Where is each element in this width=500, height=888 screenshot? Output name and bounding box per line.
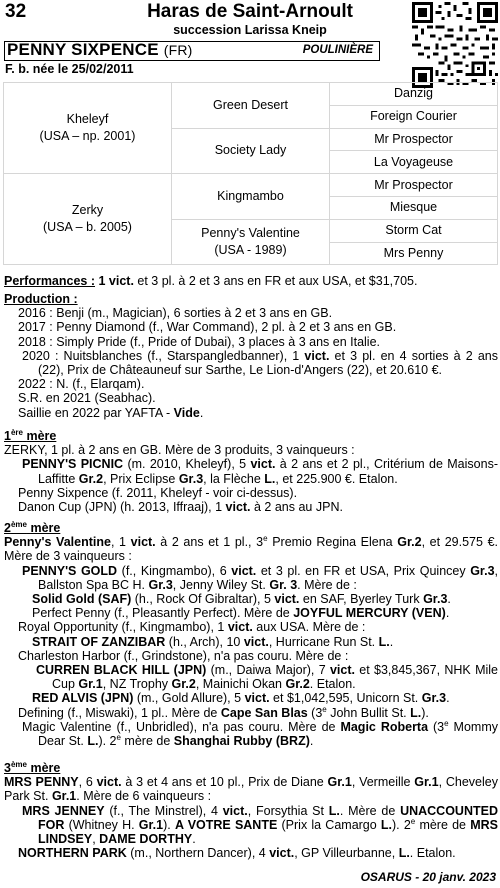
produce-item: CURREN BLACK HILL (JPN) (m., Daiwa Major), 7 vict. et $3,845,367, NHK Mile Cup Gr.1, NZ Trophy Gr.2, Mainichi Okan Gr.2. Etalon. [36,663,498,692]
pedigree-dam-sire: Kingmambo [172,174,330,220]
pedigree-sdd: La Voyageuse [330,151,498,174]
horse-name: PENNY SIXPENCE (FR) [7,40,193,59]
production-label: Production : [4,292,78,306]
production-item: 2018 : Simply Pride (f., Pride of Dubai), 3 places à 3 ans en Italie. [18,334,380,349]
performances-section: Performances : 1 vict. et 3 pl. à 2 et 3 ans en FR et aux USA, et $31,705. [4,274,418,288]
qr-code-icon [412,2,498,88]
consignor-title: Haras de Saint-Arnoult [147,1,353,22]
production-item: 2016 : Benji (m., Magician), 6 sorties à 2 et 3 ans en GB. [18,306,333,321]
second-dam-section [4,521,498,748]
third-dam-heading: 3ème mère [4,759,61,775]
first-dam-intro: ZERKY, 1 pl. à 2 ans en GB. Mère de 3 produits, 3 vainqueurs : [4,443,355,458]
category-label: POULINIÈRE [302,44,373,56]
pedigree-dsd: Miesque [330,196,498,219]
performances-label: Performances : [4,274,96,288]
pedigree-sire-dam: Society Lady [172,128,330,174]
production-item: S.R. en 2021 (Seabhac). [18,391,156,406]
pedigree-sss: Danzig [330,83,498,106]
produce-item: Penny Sixpence (f. 2011, Kheleyf - voir ci-dessus). [18,485,298,500]
second-dam-intro: Penny's Valentine, 1 vict. à 2 ans et 1 pl., 3e Premio Regina Elena Gr.2, et 29.575 €. Mère de 3 vainqueurs : [4,534,499,564]
produce-item: STRAIT OF ZANZIBAR (h., Arch), 10 vict., Hurricane Run St. L.. [32,634,394,649]
produce-item: Solid Gold (SAF) (h., Rock Of Gibraltar), 5 vict. en SAF, Byerley Turk Gr.3. [32,592,451,607]
produce-item: MRS JENNEY (f., The Minstrel), 4 vict., Forsythia St L.. Mère de UNACCOUNTED FOR (Whitney H. Gr.1). A VOTRE SANTE (Prix la Camargo L.). 2e mère de MRS LINDSEY, DAME DORTHY. [22,803,498,847]
third-dam-intro: MRS PENNY, 6 vict. à 3 et 4 ans et 10 pl., Prix de Diane Gr.1, Vermeille Gr.1, Cheveley Park St. Gr.1. Mère de 6 vainqueurs : [4,775,498,804]
pedigree-ssd: Foreign Courier [330,105,498,128]
produce-item: Charleston Harbor (f., Grindstone), n'a pas couru. Mère de : [18,648,349,663]
produce-item: Magic Valentine (f., Unbridled), n'a pas couru. Mère de Magic Roberta (3e Mommy Dear St. L.). 2e mère de Shanghai Rubby (BRZ). [22,718,498,749]
pedigree-table [3,82,498,265]
third-dam-section [4,761,498,860]
pedigree-dam: Zerky (USA – b. 2005) [4,174,172,265]
second-dam-heading: 2ème mère [4,519,61,535]
pedigree-ddd: Mrs Penny [330,242,498,265]
production-item: 2017 : Penny Diamond (f., War Command), 2 pl. à 2 et 3 ans en GB. [18,320,397,335]
produce-item: Danon Cup (JPN) (h. 2013, Iffraaj), 1 vict. à 2 ans au JPN. [18,500,343,515]
produce-item: RED ALVIS (JPN) (m., Gold Allure), 5 vict. et $1,042,595, Unicorn St. Gr.3. [32,691,450,706]
production-item: Saillie en 2022 par YAFTA - Vide. [18,405,204,420]
produce-item: Defining (f., Miswaki), 1 pl.. Mère de Cape San Blas (3e John Bullit St. L.). [18,704,429,720]
footer-date: OSARUS - 20 janv. 2023 [360,870,496,884]
lot-number: 32 [5,1,27,22]
production-section [4,292,498,420]
birth-info: F. b. née le 25/02/2011 [5,62,134,76]
produce-item: NORTHERN PARK (m., Northern Dancer), 4 vict., GP Villeurbanne, L.. Etalon. [18,846,456,861]
horse-country: (FR) [163,42,193,58]
production-item: 2022 : N. (f., Elarqam). [18,377,145,392]
pedigree-dam-dam: Penny's Valentine (USA - 1989) [172,219,330,265]
pedigree-dss: Mr Prospector [330,174,498,197]
succession-subtitle: succession Larissa Kneip [173,23,327,37]
horse-name-box [4,41,380,61]
production-item: 2020 : Nuitsblanches (f., Starspangledbanner), 1 vict. et 3 pl. en 4 sorties à 2 ans (22), Prix de Châteauneuf sur Sarthe, Le Lion-d'Angers (22), et 20.610 €. [22,348,498,378]
produce-item: Perfect Penny (f., Pleasantly Perfect). Mère de JOYFUL MERCURY (VEN). [32,606,450,621]
first-dam-section [4,429,498,514]
pedigree-sds: Mr Prospector [330,128,498,151]
produce-item: PENNY'S PICNIC (m. 2010, Kheleyf), 5 vict. à 2 ans et 2 pl., Critérium de Maisons-Laffitte Gr.2, Prix Eclipse Gr.3, la Flèche L., et 225.900 €. Etalon. [22,457,498,486]
pedigree-sire-sire: Green Desert [172,83,330,129]
produce-item: Royal Opportunity (f., Kingmambo), 1 vict. aux USA. Mère de : [18,620,366,635]
first-dam-heading: 1ère mère [4,427,57,443]
pedigree-dds: Storm Cat [330,219,498,242]
produce-item: PENNY'S GOLD (f., Kingmambo), 6 vict. et 3 pl. en FR et USA, Prix Quincey Gr.3, Ballston Spa BC H. Gr.3, Jenny Wiley St. Gr. 3. Mère de : [22,563,499,592]
pedigree-sire: Kheleyf (USA – np. 2001) [4,83,172,174]
